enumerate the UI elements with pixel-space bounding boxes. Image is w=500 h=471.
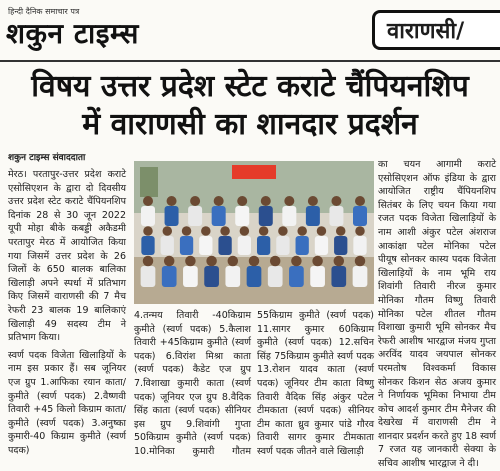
person-head <box>190 196 200 206</box>
person-body <box>315 236 328 255</box>
person-head <box>336 226 346 236</box>
person-body <box>218 236 231 255</box>
person-body <box>276 236 289 255</box>
team-photo-illustration <box>134 161 374 304</box>
article-headline <box>0 68 500 144</box>
person-body <box>183 266 198 287</box>
person-body <box>199 236 212 255</box>
person-body <box>257 236 270 255</box>
person-head <box>308 196 318 206</box>
person-head <box>291 256 302 267</box>
headline-line-1: विषय उत्तर प्रदेश स्टेट कराटे चैंपियनशिप <box>31 69 469 104</box>
team-photo <box>134 161 374 304</box>
person-head <box>249 256 260 267</box>
person-head <box>355 196 365 206</box>
newspaper-masthead: शकुन टाइम्स <box>6 17 139 50</box>
person-body <box>353 206 367 226</box>
article-byline: शकुन टाइम्स संवाददाता <box>8 153 86 163</box>
person-body <box>162 266 177 287</box>
person-body <box>306 206 320 226</box>
person-head <box>220 226 230 236</box>
article-column-2 <box>134 309 374 459</box>
person-body <box>296 236 309 255</box>
person-body <box>310 266 325 287</box>
person-head <box>278 226 288 236</box>
person-body <box>247 266 262 287</box>
person-head <box>214 196 224 206</box>
person-head <box>355 226 365 236</box>
person-body <box>165 206 179 226</box>
article-column-3 <box>378 158 496 471</box>
person-body <box>353 236 366 255</box>
person-body <box>331 266 346 287</box>
person-body <box>161 236 174 255</box>
person-head <box>355 256 366 267</box>
person-body <box>334 236 347 255</box>
person-body <box>141 266 156 287</box>
person-head <box>201 226 211 236</box>
person-head <box>167 196 177 206</box>
person-body <box>212 206 226 226</box>
person-head <box>261 196 271 206</box>
person-body <box>329 206 343 226</box>
person-body <box>282 206 296 226</box>
person-head <box>331 196 341 206</box>
person-body <box>289 266 304 287</box>
person-head <box>163 226 173 236</box>
person-head <box>284 196 294 206</box>
person-head <box>297 226 307 236</box>
person-body <box>268 266 283 287</box>
person-body <box>259 206 273 226</box>
person-head <box>143 196 153 206</box>
person-body <box>188 206 202 226</box>
person-body <box>180 236 193 255</box>
person-head <box>240 226 250 236</box>
article-paragraph: का चयन आगामी कराटे एसोसिएशन ऑफ इंडिया के द्वारा आयोजित राष्ट्रीय चैंपियनशिप सितंबर के लिए चयन किया गया रजत पदक विजेता खिलाड़ियों के नाम आशी अंकुर पटेल अंशराज आकांक्षा पटेल मोनिका पटेल पीयूष सोनकर कास्य पदक विजेता खिलाड़ियों के नाम भूमि राय शिवांगी तिवारी नीरज कुमार मोनिका गौतम विष्णु तिवारी मोनिका पटेल शीतल गौतम विशाखा कुमारी भूमि सोनकर मैच रेफरी आशीष भारद्वाज मंजय गुप्ता अरविंद यादव जयपाल सोनकर परमतोष विश्वकर्मा विकास सोनकर किशन सेठ अजय कुमार ने निर्णायक भूमिका निभाया टीम कोच आदर्श कुमार टीम मैनेजर की देखरेख में वाराणसी टीम ने शानदार प्रदर्शन करते हुए 18 स्वर्ण 7 रजत यह जानकारी सेक्या के सचिव आशीष भारद्वाज ने दी। <box>378 159 496 470</box>
person-head <box>228 256 239 267</box>
article-paragraph: मेरठ। परतापुर-उत्तर प्रदेश कराटे एसोसिएशन के द्वारा दो दिवसीय उत्तर प्रदेश स्टेट कराटे चैंपियनशिप दिनांक 28 से 30 जून 2022 यूपी मोहा बीके कबड्डी अकैडमी परतापुर मेरठ में आयोजित किया गया जिसमें उत्तर प्रदेश के 26 जिलों के 650 बालक बालिका खिलाड़ी अपने स्पर्धा में प्रतिभाग किए जिसमें वाराणसी की 7 मैच रेफरी 23 बालक 19 बालिकाएं खिलाड़ी 49 सदस्य टीम ने प्रतिभाग किया। <box>8 169 126 344</box>
newspaper-tagline: हिन्दी दैनिक समाचार पत्र <box>8 7 80 16</box>
article-paragraph: 4.तन्मय तिवारी -40किग्राम कुमीते (स्वर्ण पदक) 5.कैलाश तिवारी +45किग्राम कुमीते (स्वर्ण पदक) 6.विरांश मिश्रा काता (स्वर्ण पदक) कैडेट एज ग्रुप 7.विशाखा कुमारी काता (स्वर्ण पदक) जूनियर एज ग्रुप 8.वैदिक सिंह काता (स्वर्ण पदक) सीनियर इस ग्रुप 9.शिवांगी गुप्ता 50किग्राम कुमीते (स्वर्ण पदक) 10.मोनिका कुमारी गौतम 55किग्राम कुमीते (स्वर्ण पदक) 11.सागर कुमार 60किग्राम कुमीते (स्वर्ण पदक) 12.सचिन सिंह 75किग्राम कुमीते स्वर्ण पदक 13.रोशन यादव काता (स्वर्ण पदक) जूनियर टीम काता विष्णु तिवारी वैदिक सिंह अंकुर पटेल टीमकाता (स्वर्ण पदक) सीनियर टीम काता ध्रुव कुमार पांडे गौरव तिवारी सागर कुमार टीमकाता स्वर्ण पदक जीतने वाले खिलाड़ी <box>134 310 374 457</box>
person-head <box>312 256 323 267</box>
person-head <box>143 226 153 236</box>
person-head <box>237 196 247 206</box>
person-head <box>164 256 175 267</box>
person-head <box>143 256 154 267</box>
person-body <box>235 206 249 226</box>
person-body <box>225 266 240 287</box>
person-head <box>334 256 345 267</box>
person-head <box>259 226 269 236</box>
person-head <box>270 256 281 267</box>
headline-line-2: में वाराणसी का शानदार प्रदर्शन <box>82 107 418 142</box>
person-head <box>185 256 196 267</box>
person-body <box>141 206 155 226</box>
person-body <box>238 236 251 255</box>
person-body <box>353 266 368 287</box>
city-section-label: वाराणसी/ <box>372 10 500 50</box>
person-head <box>206 256 217 267</box>
person-body <box>204 266 219 287</box>
person-head <box>182 226 192 236</box>
masthead-rule <box>0 60 500 62</box>
article-paragraph: स्वर्ण पदक विजेता खिलाड़ियों के नाम इस प्रकार हैं। सब जूनियर एज ग्रुप 1.आफिका रयान काता/कुमीते (स्वर्ण पदक) 2.वैष्णवी तिवारी +45 किलो किग्राम काता/कुमीते (स्वर्ण पदक) 3.अनुष्का कुमारी-40 किग्राम कुमीते (स्वर्ण पदक) <box>8 349 126 456</box>
person-head <box>317 226 327 236</box>
article-column-1 <box>8 168 126 457</box>
person-body <box>141 236 154 255</box>
